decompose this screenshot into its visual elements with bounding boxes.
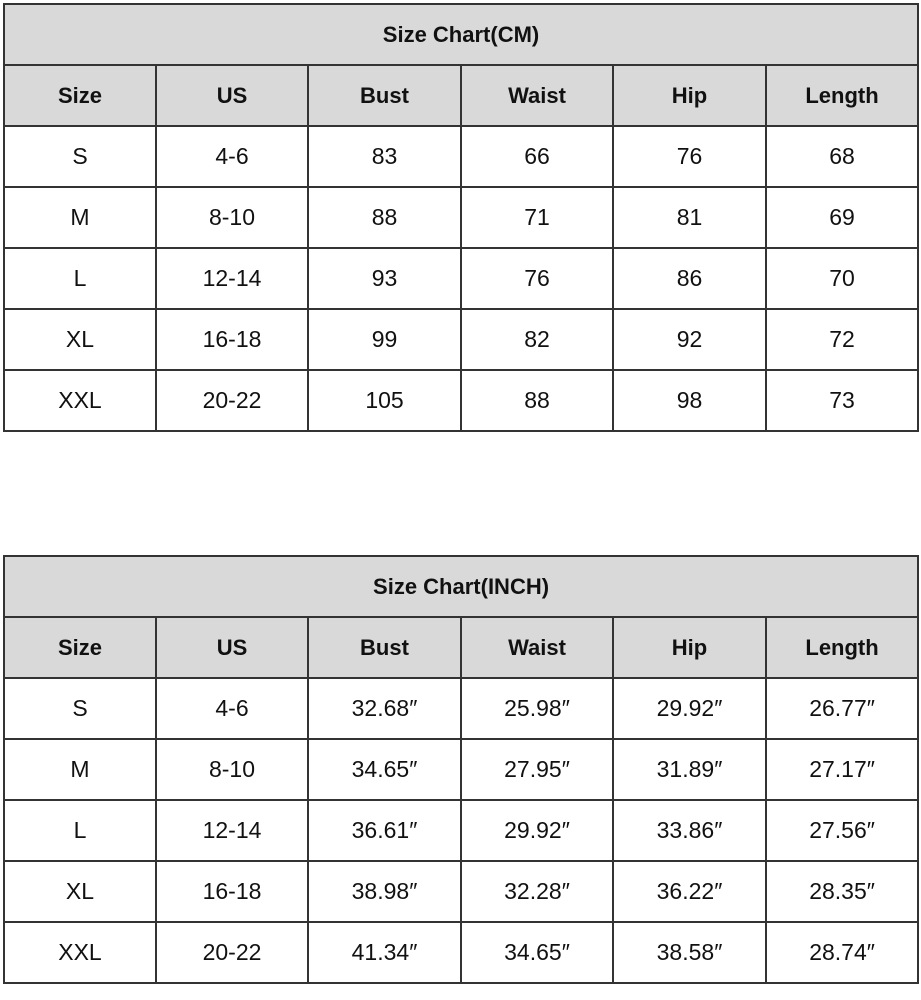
header-hip: Hip [613,617,766,678]
cell-us: 20-22 [156,922,308,983]
size-chart-inch [3,555,919,984]
chart-title-row [4,4,918,65]
cell-waist: 32.28″ [461,861,613,922]
cell-hip: 92 [613,309,766,370]
cell-hip: 36.22″ [613,861,766,922]
cell-size: M [4,187,156,248]
cell-length: 69 [766,187,918,248]
cell-size: L [4,800,156,861]
cell-us: 8-10 [156,187,308,248]
header-row [4,65,918,126]
cell-size: XL [4,861,156,922]
cell-length: 68 [766,126,918,187]
table-row [4,126,918,187]
cell-length: 73 [766,370,918,431]
cell-bust: 32.68″ [308,678,461,739]
cell-us: 4-6 [156,126,308,187]
header-size: Size [4,65,156,126]
cell-bust: 36.61″ [308,800,461,861]
cell-us: 20-22 [156,370,308,431]
header-size: Size [4,617,156,678]
header-waist: Waist [461,617,613,678]
cell-hip: 31.89″ [613,739,766,800]
cell-us: 12-14 [156,800,308,861]
cell-hip: 38.58″ [613,922,766,983]
cell-bust: 41.34″ [308,922,461,983]
table-row [4,739,918,800]
cell-hip: 86 [613,248,766,309]
cell-length: 72 [766,309,918,370]
cell-hip: 29.92″ [613,678,766,739]
cell-bust: 93 [308,248,461,309]
cell-waist: 82 [461,309,613,370]
chart-title: Size Chart(CM) [4,4,918,65]
cell-size: L [4,248,156,309]
cell-size: S [4,678,156,739]
chart-title-row [4,556,918,617]
header-length: Length [766,65,918,126]
table-row [4,370,918,431]
cell-bust: 105 [308,370,461,431]
cell-hip: 81 [613,187,766,248]
cell-waist: 29.92″ [461,800,613,861]
cell-bust: 88 [308,187,461,248]
cell-size: XL [4,309,156,370]
cell-hip: 76 [613,126,766,187]
header-us: US [156,65,308,126]
table-row [4,861,918,922]
table-row [4,922,918,983]
cell-waist: 34.65″ [461,922,613,983]
chart-title: Size Chart(INCH) [4,556,918,617]
cell-length: 70 [766,248,918,309]
table-row [4,800,918,861]
cell-length: 27.17″ [766,739,918,800]
cell-size: M [4,739,156,800]
cell-us: 16-18 [156,309,308,370]
cell-waist: 27.95″ [461,739,613,800]
cell-waist: 25.98″ [461,678,613,739]
cell-bust: 99 [308,309,461,370]
cell-length: 26.77″ [766,678,918,739]
cell-length: 28.74″ [766,922,918,983]
cell-bust: 34.65″ [308,739,461,800]
cell-bust: 38.98″ [308,861,461,922]
cell-waist: 66 [461,126,613,187]
table-row [4,248,918,309]
cell-size: S [4,126,156,187]
header-bust: Bust [308,65,461,126]
cell-waist: 76 [461,248,613,309]
cell-us: 12-14 [156,248,308,309]
cell-size: XXL [4,370,156,431]
header-waist: Waist [461,65,613,126]
header-bust: Bust [308,617,461,678]
header-us: US [156,617,308,678]
cell-hip: 33.86″ [613,800,766,861]
cell-waist: 71 [461,187,613,248]
header-row [4,617,918,678]
cell-waist: 88 [461,370,613,431]
cell-hip: 98 [613,370,766,431]
cell-us: 4-6 [156,678,308,739]
table-row [4,187,918,248]
cell-bust: 83 [308,126,461,187]
table-row [4,678,918,739]
table-row [4,309,918,370]
cell-length: 27.56″ [766,800,918,861]
cell-us: 8-10 [156,739,308,800]
cell-us: 16-18 [156,861,308,922]
header-hip: Hip [613,65,766,126]
cell-size: XXL [4,922,156,983]
header-length: Length [766,617,918,678]
size-chart-cm [3,3,919,432]
cell-length: 28.35″ [766,861,918,922]
